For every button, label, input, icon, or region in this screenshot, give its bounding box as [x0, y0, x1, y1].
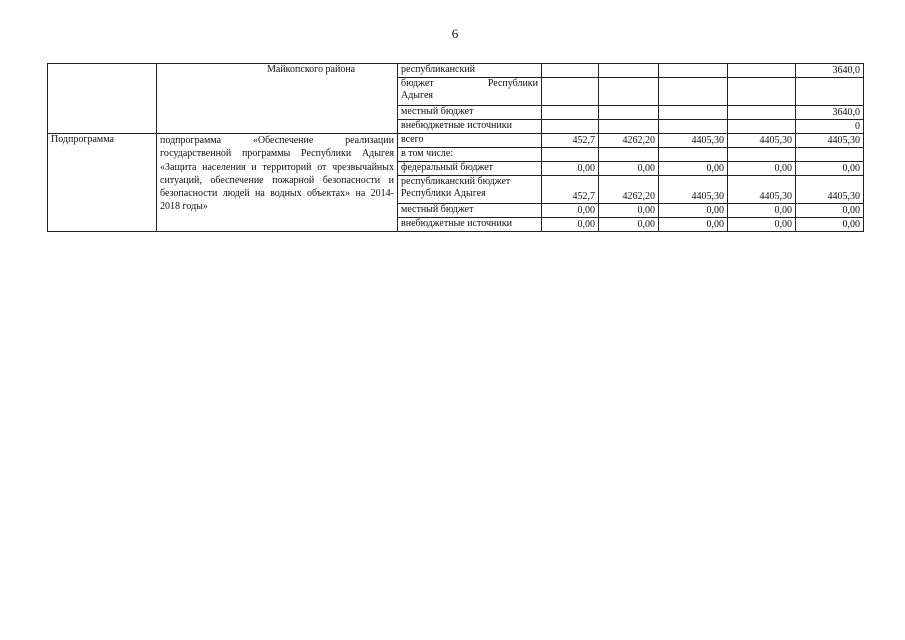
table-row — [48, 134, 864, 148]
value-cell: 0 — [796, 120, 864, 134]
source-cell — [398, 78, 542, 106]
value-cell — [599, 64, 659, 78]
source-cell: федеральный бюджет — [398, 162, 542, 176]
value-cell: 3640,0 — [796, 64, 864, 78]
value-cell — [728, 120, 796, 134]
value-cell — [599, 106, 659, 120]
value-cell — [599, 148, 659, 162]
source-line: республиканский бюджет — [401, 176, 511, 187]
value-cell: 0,00 — [542, 218, 599, 232]
value-cell: 4262,20 — [599, 134, 659, 148]
source-cell: республиканский — [398, 64, 542, 78]
value-cell — [542, 148, 599, 162]
value-cell: 0,00 — [728, 162, 796, 176]
subprogram-label-cell: Подпрограмма — [48, 134, 157, 232]
value-cell: 0,00 — [796, 204, 864, 218]
value-cell: 0,00 — [659, 218, 728, 232]
source-line: Адыгея — [401, 90, 434, 101]
value-cell — [659, 106, 728, 120]
value-cell: 0,00 — [599, 218, 659, 232]
value-cell: 4405,30 — [796, 176, 864, 204]
value-cell: 4405,30 — [728, 134, 796, 148]
value-cell — [659, 64, 728, 78]
label-cell — [48, 64, 157, 134]
source-cell: всего — [398, 134, 542, 148]
value-cell — [542, 106, 599, 120]
value-cell: 0,00 — [728, 204, 796, 218]
budget-table — [47, 63, 864, 232]
value-cell — [728, 64, 796, 78]
value-cell: 0,00 — [796, 162, 864, 176]
source-cell: местный бюджет — [398, 106, 542, 120]
source-line: бюджет Республики — [401, 78, 538, 89]
source-line: Республики Адыгея — [401, 188, 486, 199]
value-cell: 452,7 — [542, 176, 599, 204]
value-cell: 0,00 — [659, 162, 728, 176]
source-cell — [398, 176, 542, 204]
page-number: 6 — [451, 26, 459, 41]
value-cell — [728, 106, 796, 120]
value-cell: 0,00 — [599, 204, 659, 218]
value-cell: 0,00 — [796, 218, 864, 232]
value-cell: 4262,20 — [599, 176, 659, 204]
value-cell: 4405,30 — [796, 134, 864, 148]
value-cell: 3640,0 — [796, 106, 864, 120]
value-cell — [542, 78, 599, 106]
value-cell: 0,00 — [728, 218, 796, 232]
value-cell — [728, 78, 796, 106]
value-cell: 0,00 — [542, 204, 599, 218]
subprogram-description-cell: подпрограмма «Обеспечение реализации государственной программы Республики Адыгея «Защита населения и территорий от чрезвычайных ситуаций, обеспечение пожарной безопасности и безопасности людей на водных объектах» на 2014-2018 годы» — [157, 134, 398, 232]
value-cell: 452,7 — [542, 134, 599, 148]
table-row — [48, 64, 864, 78]
source-cell: местный бюджет — [398, 204, 542, 218]
value-cell: 4405,30 — [659, 176, 728, 204]
value-cell: 0,00 — [599, 162, 659, 176]
value-cell — [796, 148, 864, 162]
value-cell — [659, 120, 728, 134]
value-cell — [599, 120, 659, 134]
value-cell — [796, 78, 864, 106]
value-cell — [599, 78, 659, 106]
value-cell — [542, 64, 599, 78]
value-cell — [659, 78, 728, 106]
value-cell: 4405,30 — [659, 134, 728, 148]
value-cell: 0,00 — [659, 204, 728, 218]
program-name-cell — [157, 64, 398, 134]
value-cell — [659, 148, 728, 162]
source-cell: внебюджетные источники — [398, 218, 542, 232]
value-cell — [728, 148, 796, 162]
source-cell: в том числе: — [398, 148, 542, 162]
source-cell: внебюджетные источники — [398, 120, 542, 134]
value-cell — [542, 120, 599, 134]
program-name: Майкопского района — [267, 64, 356, 75]
value-cell: 0,00 — [542, 162, 599, 176]
value-cell: 4405,30 — [728, 176, 796, 204]
